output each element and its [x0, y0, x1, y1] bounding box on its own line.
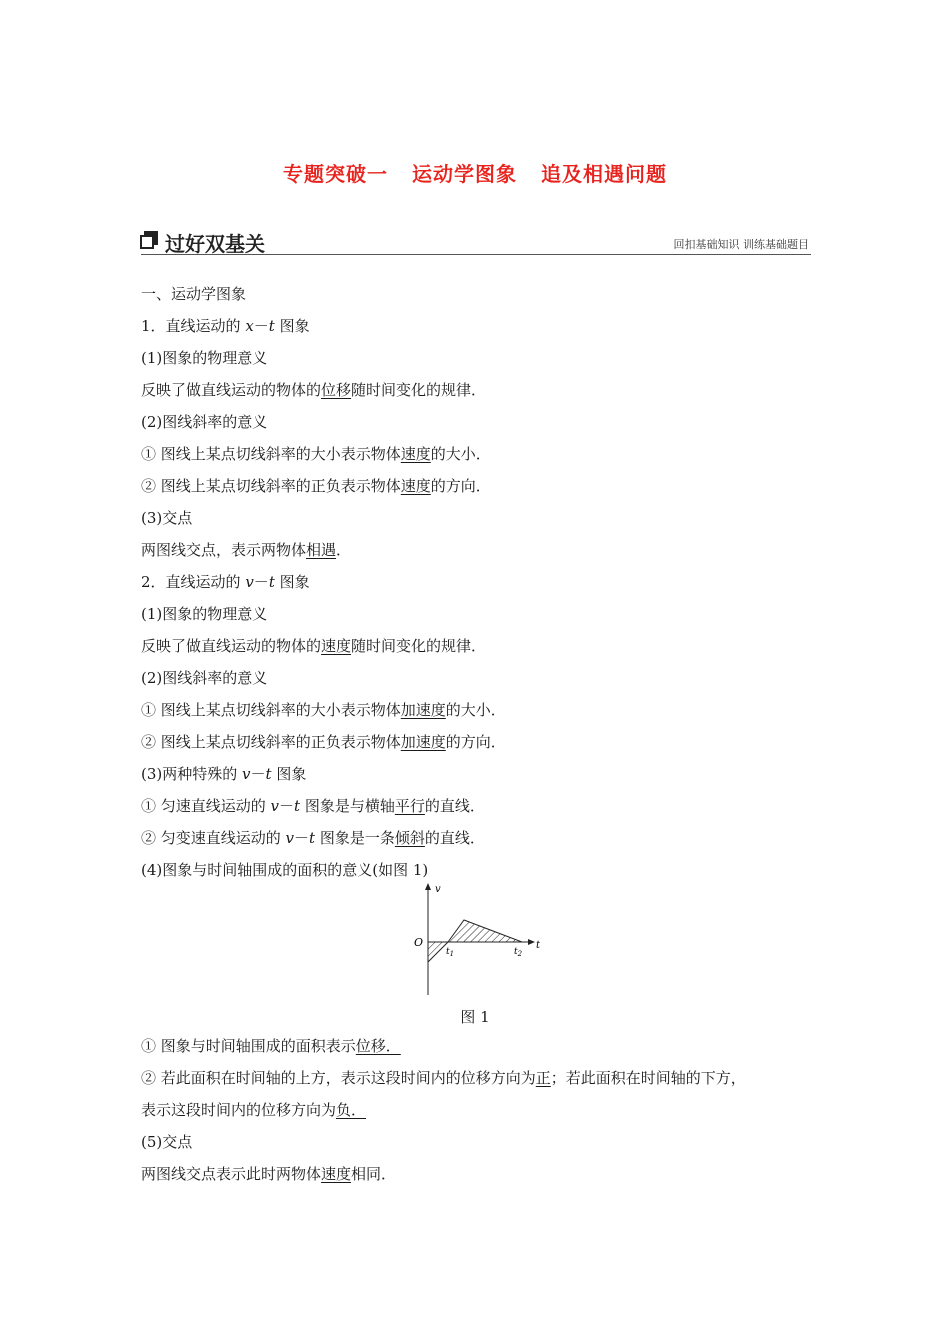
section-header: [141, 228, 811, 255]
answer-blank: 平行: [394, 797, 425, 815]
answer-blank: 速度: [321, 1165, 352, 1183]
t1-label: $t_1$: [446, 947, 455, 958]
subheading-intersection: (3)交点: [141, 509, 193, 527]
figure-caption: 图 1: [460, 1008, 490, 1026]
text-line: 反映了做直线运动的物体的速度随时间变化的规律．: [141, 637, 487, 655]
section-subtitle: 回扣基础知识 训练基础题目: [673, 238, 809, 251]
vt-figure: [412, 880, 552, 998]
subheading-meaning: (1)图象的物理意义: [141, 605, 268, 623]
answer-blank: 加速度: [400, 733, 446, 751]
origin-label: O: [414, 936, 424, 949]
answer-blank: 倾斜: [394, 829, 425, 847]
section-square-icon: [144, 231, 158, 245]
t-label: t: [536, 940, 541, 951]
text-line: ① 图线上某点切线斜率的大小表示物体速度的大小．: [141, 445, 491, 463]
subheading-slope: (2)图线斜率的意义: [141, 669, 268, 687]
negative-area: [428, 942, 448, 962]
text-line: 反映了做直线运动的物体的位移随时间变化的规律．: [141, 381, 487, 399]
answer-blank: 负．: [336, 1101, 367, 1119]
answer-blank: 速度: [400, 477, 431, 495]
text-line: ② 图线上某点切线斜率的正负表示物体速度的方向．: [141, 477, 491, 495]
answer-blank: 正: [535, 1069, 551, 1087]
answer-blank: 相遇: [306, 541, 337, 559]
subheading-intersection-2: (5)交点: [141, 1133, 193, 1151]
subheading-slope: (2)图线斜率的意义: [141, 413, 268, 431]
heading-vt-graph: 2．直线运动的 v－t 图象: [141, 573, 310, 591]
answer-blank: 速度: [400, 445, 431, 463]
answer-blank: 位移．: [355, 1037, 401, 1055]
text-line: ② 图线上某点切线斜率的正负表示物体加速度的方向．: [141, 733, 506, 751]
title-part-2: 运动学图象: [412, 162, 517, 186]
text-line: ① 匀速直线运动的 v－t 图象是与横轴平行的直线．: [141, 797, 485, 815]
t-axis-arrow: [528, 939, 535, 945]
answer-blank: 位移: [321, 381, 352, 399]
text-line: ② 若此面积在时间轴的上方，表示这段时间内的位移方向为正；若此面积在时间轴的下方，: [141, 1069, 746, 1087]
subheading-special-graphs: (3)两种特殊的 v－t 图象: [141, 765, 307, 783]
section-title: 过好双基关: [165, 232, 265, 256]
heading-xt-graph: 1．直线运动的 x－t 图象: [141, 317, 310, 335]
answer-blank: 速度: [321, 637, 352, 655]
heading-kinematic-graphs: 一、运动学图象: [141, 285, 247, 303]
subheading-area: (4)图象与时间轴围成的面积的意义(如图 1): [141, 861, 429, 879]
title-part-1: 专题突破一: [283, 162, 389, 186]
t2-label: $t_2$: [514, 947, 523, 958]
text-line: ② 匀变速直线运动的 v－t 图象是一条倾斜的直线．: [141, 829, 485, 847]
text-line: ① 图象与时间轴围成的面积表示位移．: [141, 1037, 401, 1055]
subheading-meaning: (1)图象的物理意义: [141, 349, 268, 367]
answer-blank: 加速度: [400, 701, 446, 719]
positive-area: [448, 920, 522, 942]
v-label: v: [435, 884, 441, 895]
text-line: 表示这段时间内的位移方向为负．: [141, 1101, 367, 1119]
page-title: [0, 158, 950, 187]
text-line: 两图线交点，表示两物体相遇．: [141, 541, 352, 559]
title-part-3: 追及相遇问题: [540, 162, 667, 186]
v-axis-arrow: [425, 883, 431, 890]
text-line: 两图线交点表示此时两物体速度相同．: [141, 1165, 397, 1183]
text-line: ① 图线上某点切线斜率的大小表示物体加速度的大小．: [141, 701, 506, 719]
